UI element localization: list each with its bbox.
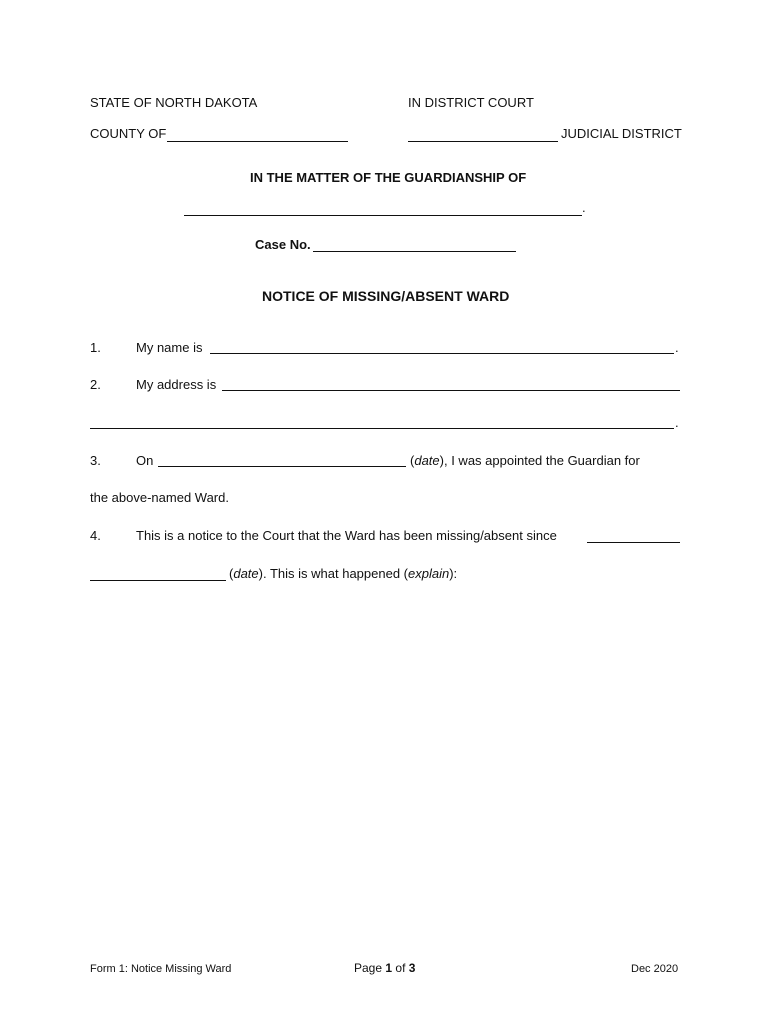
document-title: NOTICE OF MISSING/ABSENT WARD xyxy=(262,288,510,304)
item3-number: 3. xyxy=(90,453,101,468)
footer-form-name: Form 1: Notice Missing Ward xyxy=(90,963,232,975)
item3-date-word: date xyxy=(414,453,440,468)
item3-text: (date), I was appointed the Guardian for xyxy=(410,453,640,468)
footer-page-number: Page 1 of 3 xyxy=(354,961,416,975)
item4-text: This is a notice to the Court that the Ward has been missing/absent since xyxy=(136,528,557,543)
missing-since-field-part1[interactable] xyxy=(587,542,680,543)
address-field-line2[interactable] xyxy=(90,428,674,429)
name-field[interactable] xyxy=(210,353,674,354)
item3-continuation: the above-named Ward. xyxy=(90,490,229,505)
county-label: COUNTY OF xyxy=(90,126,167,141)
ward-name-period: . xyxy=(582,200,586,215)
item3-label: On xyxy=(136,453,154,468)
item4-number: 4. xyxy=(90,528,101,543)
item2-label: My address is xyxy=(136,377,217,392)
case-number-field[interactable] xyxy=(313,251,516,252)
ward-name-field[interactable] xyxy=(184,215,582,216)
appointment-date-field[interactable] xyxy=(158,466,406,467)
district-number-field[interactable] xyxy=(408,141,558,142)
explanation-area[interactable] xyxy=(90,600,680,940)
item2-period: . xyxy=(675,415,679,430)
item4-continuation: (date). This is what happened (explain): xyxy=(229,566,458,581)
item1-number: 1. xyxy=(90,340,101,355)
item4-date-word: date xyxy=(233,566,259,581)
state-label: STATE OF NORTH DAKOTA xyxy=(90,95,258,110)
item4-explain-word: explain xyxy=(408,566,450,581)
item1-label: My name is xyxy=(136,340,203,355)
item1-period: . xyxy=(675,340,679,355)
matter-heading: IN THE MATTER OF THE GUARDIANSHIP OF xyxy=(250,170,527,185)
county-field[interactable] xyxy=(167,141,348,142)
address-field-line1[interactable] xyxy=(222,390,680,391)
item2-number: 2. xyxy=(90,377,101,392)
footer-date: Dec 2020 xyxy=(631,963,679,975)
district-label: JUDICIAL DISTRICT xyxy=(561,126,682,141)
court-label: IN DISTRICT COURT xyxy=(408,95,534,110)
case-number-label: Case No. xyxy=(255,237,311,252)
missing-since-field-part2[interactable] xyxy=(90,580,226,581)
